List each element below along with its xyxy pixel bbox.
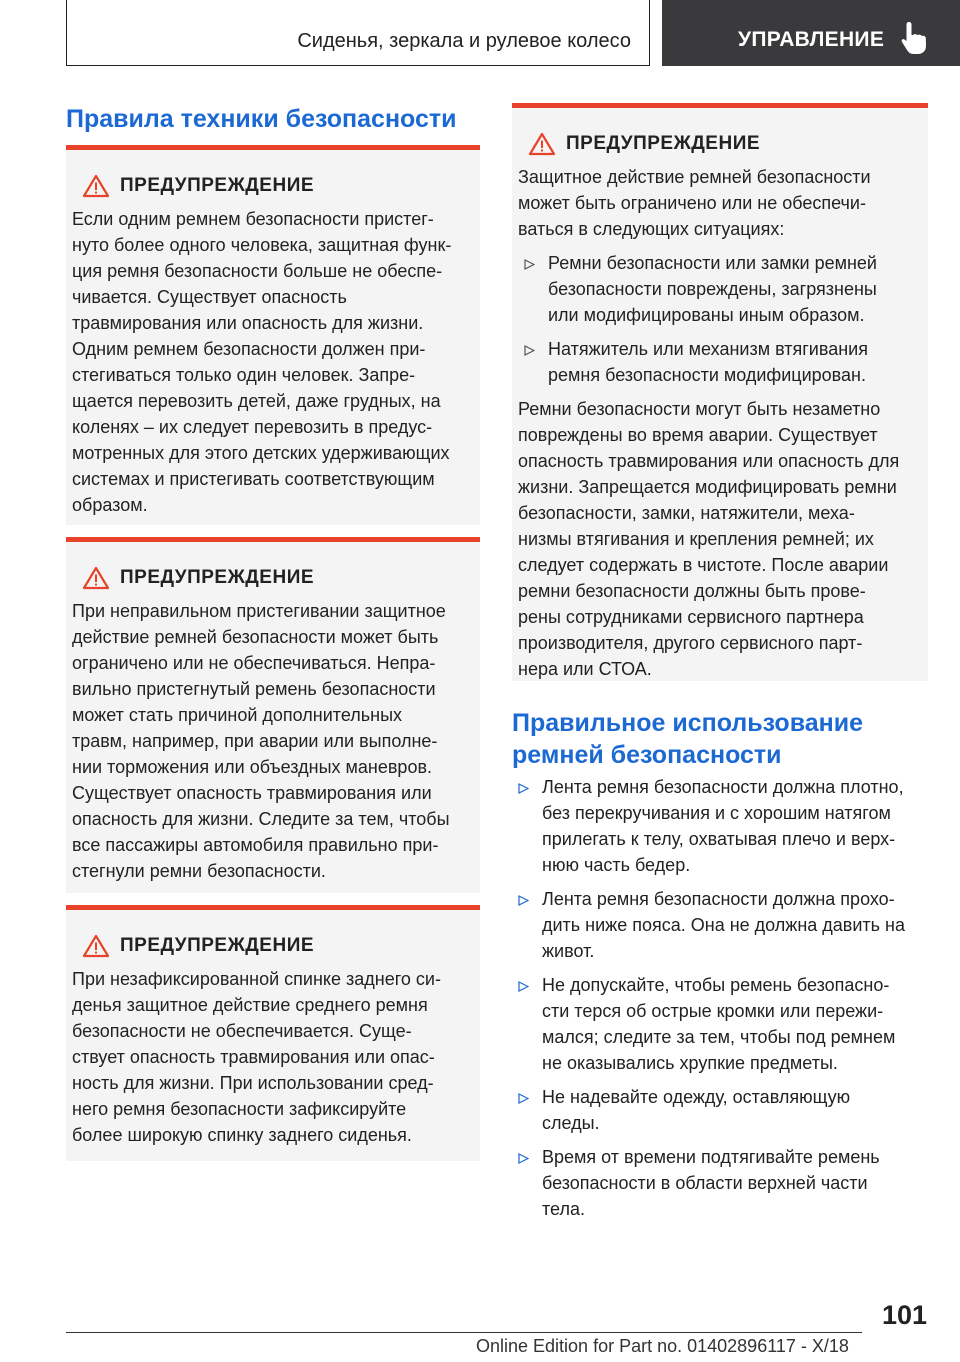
warning-box-2 xyxy=(66,537,480,893)
triangle-bullet-icon xyxy=(518,895,529,906)
list-item: Время от времени подтягивайте ремень безопасности в области верхней части тела. xyxy=(512,1144,932,1222)
list-item: Лента ремня безопасности должна прохо- дить ниже пояса. Она не должна давить на живот. xyxy=(512,886,932,964)
warning-box-4 xyxy=(512,103,928,681)
triangle-bullet-icon xyxy=(524,345,535,356)
triangle-bullet-icon xyxy=(518,981,529,992)
warning-triangle-icon xyxy=(528,132,556,156)
page-number: 101 xyxy=(882,1300,928,1330)
list-item: Не надевайте одежду, оставляющую следы. xyxy=(512,1084,932,1136)
warning-triangle-icon xyxy=(82,566,110,590)
usage-bullet-list xyxy=(512,774,932,1222)
list-item: Лента ремня безопасности должна плотно, без перекручивания и с хорошим натягом прилегать к телу, охватывая плечо и верх- нюю часть бедер. xyxy=(512,774,932,878)
list-item: Не допускайте, чтобы ремень безопасно- сти терся об острые кромки или пережи- мался; следите за тем, чтобы под ремнем не оказывались хрупкие предметы. xyxy=(512,972,932,1076)
list-item: Ремни безопасности или замки ремней безопасности повреждены, загрязнены или модифицированы иным образом. xyxy=(518,250,914,328)
triangle-bullet-icon xyxy=(524,259,535,270)
warning-heading: ПРЕДУПРЕЖДЕНИЕ xyxy=(120,935,315,956)
footer-divider xyxy=(66,1332,862,1333)
chapter-title: Сиденья, зеркала и рулевое колесо xyxy=(297,30,631,52)
warning-text: Если одним ремнем безопасности пристег- нуто более одного человека, защитная функ- ция ремня безопасности больше не обеспе- чивается. Существует опасность травмирования или опасность для жизни. Одним ремнем безопасности должен при- стегиваться только один человек. Запре- щается перевозить детей, даже грудных, на коленях – их следует перевозить в предус- мотренных для этого детских удерживающих системах и пристегивать соответствующим образом. xyxy=(72,209,452,515)
triangle-bullet-icon xyxy=(518,1093,529,1104)
footer-edition-text: Online Edition for Part no. 01402896117 - X/18 xyxy=(476,1336,849,1356)
warning-box-3 xyxy=(66,905,480,1161)
section-title-correct-usage: Правильное использование ремней безопасности xyxy=(512,709,864,769)
warning-intro: Защитное действие ремней безопасности может быть ограничено или не обеспечи- ваться в следующих ситуациях: xyxy=(518,167,871,239)
triangle-bullet-icon xyxy=(518,1153,529,1164)
warning-triangle-icon xyxy=(82,934,110,958)
warning-heading: ПРЕДУПРЕЖДЕНИЕ xyxy=(120,175,315,196)
warning-triangle-icon xyxy=(82,174,110,198)
warning-heading: ПРЕДУПРЕЖДЕНИЕ xyxy=(120,567,315,588)
warning-text: При неправильном пристегивании защитное действие ремней безопасности может быть ограничено или не обеспечиваться. Непра- вильно пристегнутый ремень безопасности может стать причиной дополнительных травм, например, при аварии или выполне- нии торможения или объездных маневров. Существует опасность травмирования или опасность для жизни. Следите за тем, чтобы все пассажиры автомобиля правильно при- стегнули ремни безопасности. xyxy=(72,601,450,881)
warning-bullet-list xyxy=(518,250,914,388)
warning-outro: Ремни безопасности могут быть незаметно повреждены во время аварии. Существует опасность травмирования или опасность для жизни. Запрещается модифицировать ремни безопасности, замки, натяжители, меха- низмы втягивания и крепления ремней; их следует содержать в чистоте. После аварии ремни безопасности должны быть прове- рены сотрудниками сервисного партнера производителя, другого сервисного парт- нера или СТОА. xyxy=(518,399,900,679)
warning-box-1 xyxy=(66,145,480,525)
list-item: Натяжитель или механизм втягивания ремня безопасности модифицирован. xyxy=(518,336,914,388)
section-label: УПРАВЛЕНИЕ xyxy=(738,28,885,51)
warning-heading: ПРЕДУПРЕЖДЕНИЕ xyxy=(566,133,761,154)
header-section-tab[interactable] xyxy=(662,0,960,66)
warning-text: При незафиксированной спинке заднего си- денья защитное действие среднего ремня безопасности не обеспечивается. Суще- ствует опасность травмирования или опас- ность для жизни. При использовании сред- него ремня безопасности зафиксируйте более широкую спинку заднего сиденья. xyxy=(72,969,441,1145)
header-chapter-frame xyxy=(66,0,650,66)
section-title-safety-rules: Правила техники безопасности xyxy=(66,105,457,133)
triangle-bullet-icon xyxy=(518,783,529,794)
pointing-hand-icon xyxy=(898,20,930,56)
